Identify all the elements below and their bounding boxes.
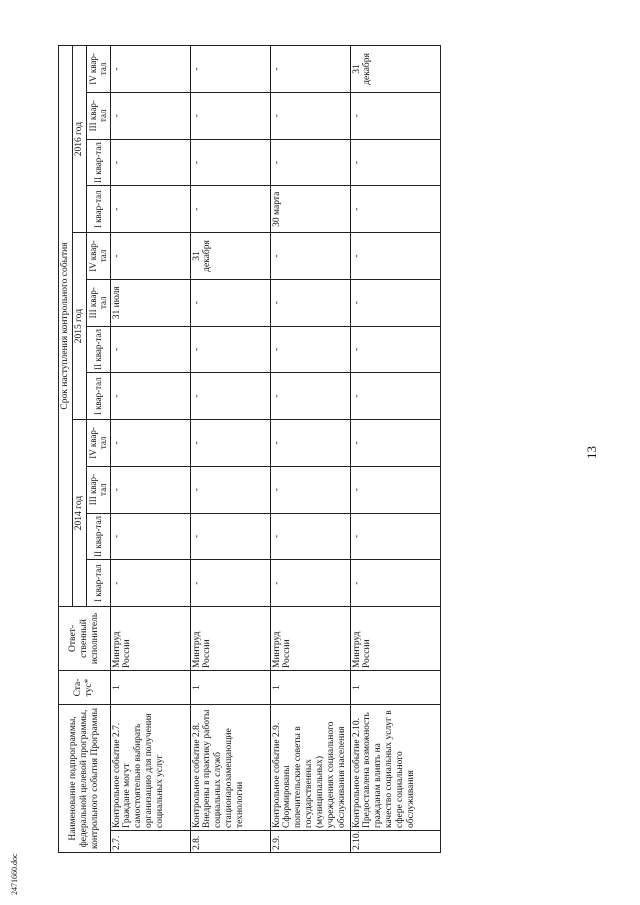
header-quarter: III квар-тал (86, 92, 110, 139)
deadline-cell: - (190, 46, 270, 93)
table-row (350, 46, 440, 853)
event-status: 1 (270, 670, 350, 704)
deadline-cell: - (190, 92, 270, 139)
deadline-cell: - (190, 513, 270, 560)
event-responsible: Минтруд России (350, 606, 440, 670)
header-quarter: III квар-тал (86, 279, 110, 326)
event-name: Контрольное событие 2.8. Внедрены в практику работы социальных служб стационарозамещающие технологии (190, 704, 270, 830)
deadline-cell: - (350, 233, 440, 280)
deadline-cell: - (270, 513, 350, 560)
deadline-cell: - (270, 139, 350, 186)
deadline-cell: - (110, 186, 190, 233)
deadline-cell: 31 июля (110, 279, 190, 326)
header-deadline: Срок наступления контрольного события (59, 46, 73, 607)
deadline-cell: - (270, 466, 350, 513)
deadline-cell: - (190, 326, 270, 373)
event-status: 1 (110, 670, 190, 704)
deadline-cell: - (350, 279, 440, 326)
deadline-cell: - (270, 46, 350, 93)
header-quarter: III квар-тал (86, 466, 110, 513)
header-row-1 (59, 46, 73, 853)
event-name: Контрольное событие 2.9. Сформированы попечительские советы в государственных (муниципальных) учреждениях социального обслуживания населения (270, 704, 350, 830)
deadline-cell: - (270, 326, 350, 373)
deadline-cell: - (350, 186, 440, 233)
deadline-cell: - (350, 560, 440, 607)
deadline-cell: - (110, 139, 190, 186)
deadline-cell: 31 декабря (350, 46, 440, 93)
deadline-cell: - (190, 466, 270, 513)
control-events-table (58, 45, 441, 853)
deadline-cell: - (350, 420, 440, 467)
header-year: 2014 год (72, 420, 86, 607)
deadline-cell: - (190, 373, 270, 420)
header-quarter: II квар-тал (86, 139, 110, 186)
deadline-cell: - (110, 46, 190, 93)
deadline-cell: - (350, 466, 440, 513)
deadline-cell: 30 марта (270, 186, 350, 233)
deadline-cell: - (350, 326, 440, 373)
deadline-cell: - (270, 420, 350, 467)
deadline-cell: - (110, 92, 190, 139)
deadline-cell: - (110, 420, 190, 467)
header-year: 2015 год (72, 233, 86, 420)
deadline-cell: - (110, 560, 190, 607)
table-row (190, 46, 270, 853)
deadline-cell: - (270, 233, 350, 280)
event-responsible: Минтруд России (110, 606, 190, 670)
deadline-cell: - (350, 139, 440, 186)
deadline-cell: - (110, 466, 190, 513)
deadline-cell: - (270, 560, 350, 607)
row-number: 2.9. (270, 831, 350, 853)
deadline-cell: - (110, 233, 190, 280)
deadline-cell: - (270, 279, 350, 326)
header-name: Наименование подпрограммы, федеральной целевой программы, контрольного события Программы (59, 704, 111, 852)
deadline-cell: 31 декабря (190, 233, 270, 280)
table-row (110, 46, 190, 853)
deadline-cell: - (110, 373, 190, 420)
header-quarter: IV квар-тал (86, 233, 110, 280)
row-number: 2.7. (110, 831, 190, 853)
header-quarter: IV квар-тал (86, 420, 110, 467)
deadline-cell: - (190, 279, 270, 326)
row-number: 2.10. (350, 831, 440, 853)
page-number: 13 (584, 446, 599, 459)
deadline-cell: - (190, 560, 270, 607)
header-status: Ста-тус* (59, 670, 111, 704)
header-year: 2016 год (72, 46, 86, 233)
deadline-cell: - (350, 92, 440, 139)
header-quarter: IV квар-тал (86, 46, 110, 93)
header-quarter: I квар-тал (86, 186, 110, 233)
event-responsible: Минтруд России (190, 606, 270, 670)
deadline-cell: - (110, 326, 190, 373)
deadline-cell: - (190, 420, 270, 467)
deadline-cell: - (190, 186, 270, 233)
footer-filename: 2471660.doc (10, 853, 19, 895)
header-quarter: II квар-тал (86, 513, 110, 560)
header-quarter: I квар-тал (86, 560, 110, 607)
deadline-cell: - (270, 92, 350, 139)
event-name: Контрольное событие 2.7. Граждане могут самостоятельно выбирать организацию для получения социальных услуг (110, 704, 190, 830)
deadline-cell: - (270, 373, 350, 420)
row-number: 2.8. (190, 831, 270, 853)
header-responsible: Ответ-ственный исполнитель (59, 606, 111, 670)
deadline-cell: - (350, 513, 440, 560)
deadline-cell: - (350, 373, 440, 420)
event-name: Контрольное событие 2.10. Предоставлена возможность гражданам влиять на качество социальных услуг в сфере социального обслуживания (350, 704, 440, 830)
deadline-cell: - (190, 139, 270, 186)
event-status: 1 (190, 670, 270, 704)
event-responsible: Минтруд России (270, 606, 350, 670)
table-row (270, 46, 350, 853)
header-quarter: I квар-тал (86, 373, 110, 420)
header-quarter: II квар-тал (86, 326, 110, 373)
event-status: 1 (350, 670, 440, 704)
deadline-cell: - (110, 513, 190, 560)
